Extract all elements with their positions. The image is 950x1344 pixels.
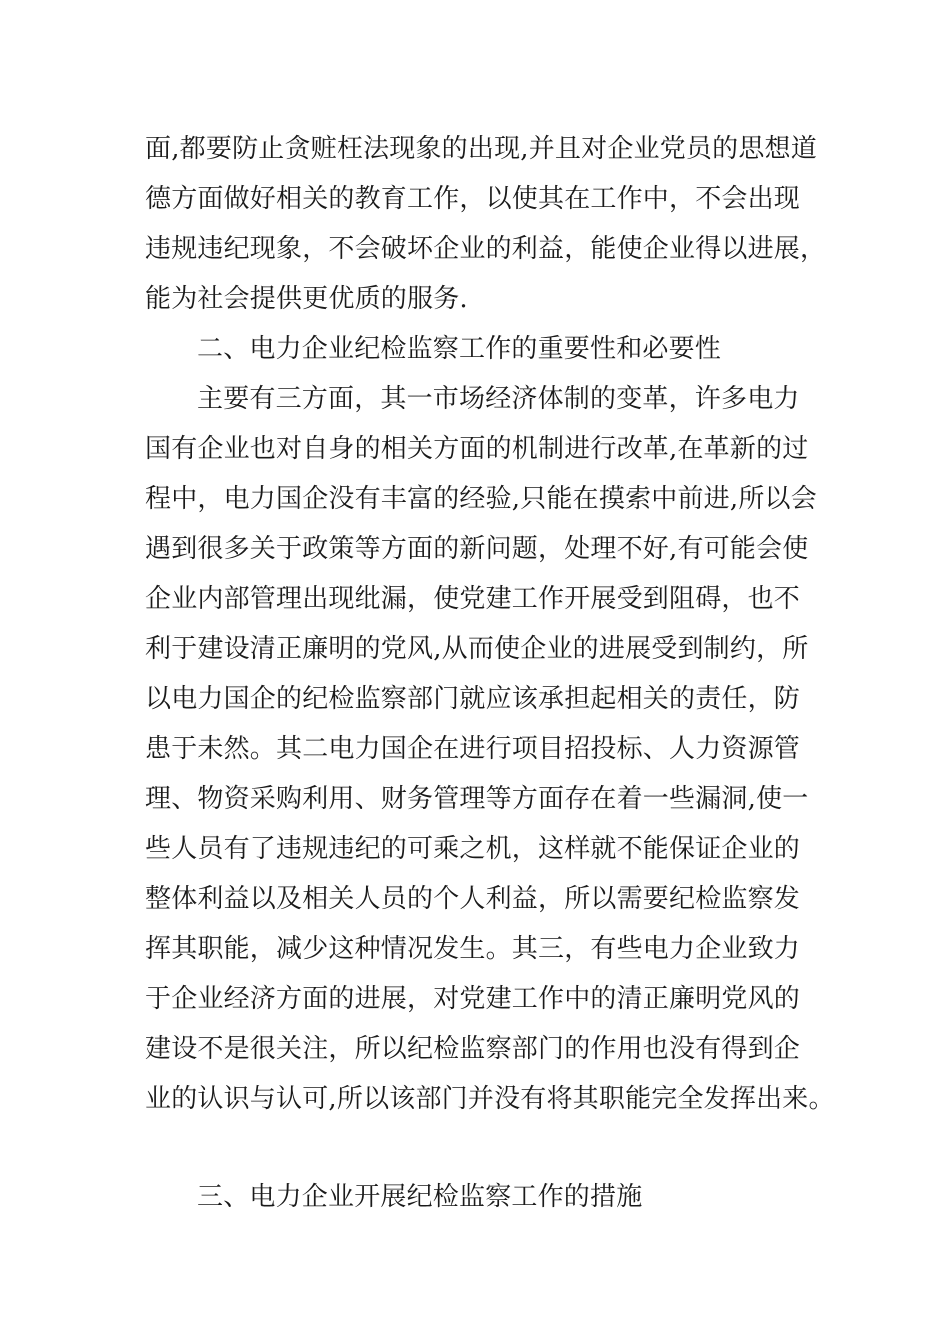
text-line: 些人员有了违规违纪的可乘之机，这样就不能保证企业的 xyxy=(145,834,801,864)
text-line: 面,都要防止贪赃枉法现象的出现,并且对企业党员的思想道 xyxy=(145,134,817,164)
text-line: 遇到很多关于政策等方面的新问题，处理不好,有可能会使 xyxy=(145,534,809,564)
text-line: 能为社会提供更优质的服务. xyxy=(145,284,468,314)
text-line: 程中，电力国企没有丰富的经验,只能在摸索中前进,所以会 xyxy=(145,484,817,514)
text-line: 国有企业也对自身的相关方面的机制进行改革,在革新的过 xyxy=(145,434,809,464)
section-heading: 二、电力企业纪检监察工作的重要性和必要性 xyxy=(197,334,722,364)
text-line: 德方面做好相关的教育工作，以使其在工作中，不会出现 xyxy=(145,184,801,214)
text-line: 建设不是很关注，所以纪检监察部门的作用也没有得到企 xyxy=(145,1034,801,1064)
text-line: 于企业经济方面的进展，对党建工作中的清正廉明党风的 xyxy=(145,984,801,1014)
text-line: 企业内部管理出现纰漏，使党建工作开展受到阻碍，也不 xyxy=(145,584,801,614)
section-heading: 三、电力企业开展纪检监察工作的措施 xyxy=(197,1182,643,1212)
text-line: 整体利益以及相关人员的个人利益，所以需要纪检监察发 xyxy=(145,884,801,914)
text-line: 理、物资采购利用、财务管理等方面存在着一些漏洞,使一 xyxy=(145,784,809,814)
text-line: 利于建设清正廉明的党风,从而使企业的进展受到制约，所 xyxy=(145,634,809,664)
text-line: 患于未然。其二电力国企在进行项目招投标、人力资源管 xyxy=(145,734,801,764)
text-line: 以电力国企的纪检监察部门就应该承担起相关的责任，防 xyxy=(145,684,801,714)
text-line: 业的认识与认可,所以该部门并没有将其职能完全发挥出来。 xyxy=(145,1084,835,1114)
text-line: 挥其职能，减少这种情况发生。其三，有些电力企业致力 xyxy=(145,934,801,964)
text-line: 违规违纪现象，不会破坏企业的利益，能使企业得以进展， xyxy=(145,234,827,264)
text-line: 主要有三方面，其一市场经济体制的变革，许多电力 xyxy=(197,384,800,414)
